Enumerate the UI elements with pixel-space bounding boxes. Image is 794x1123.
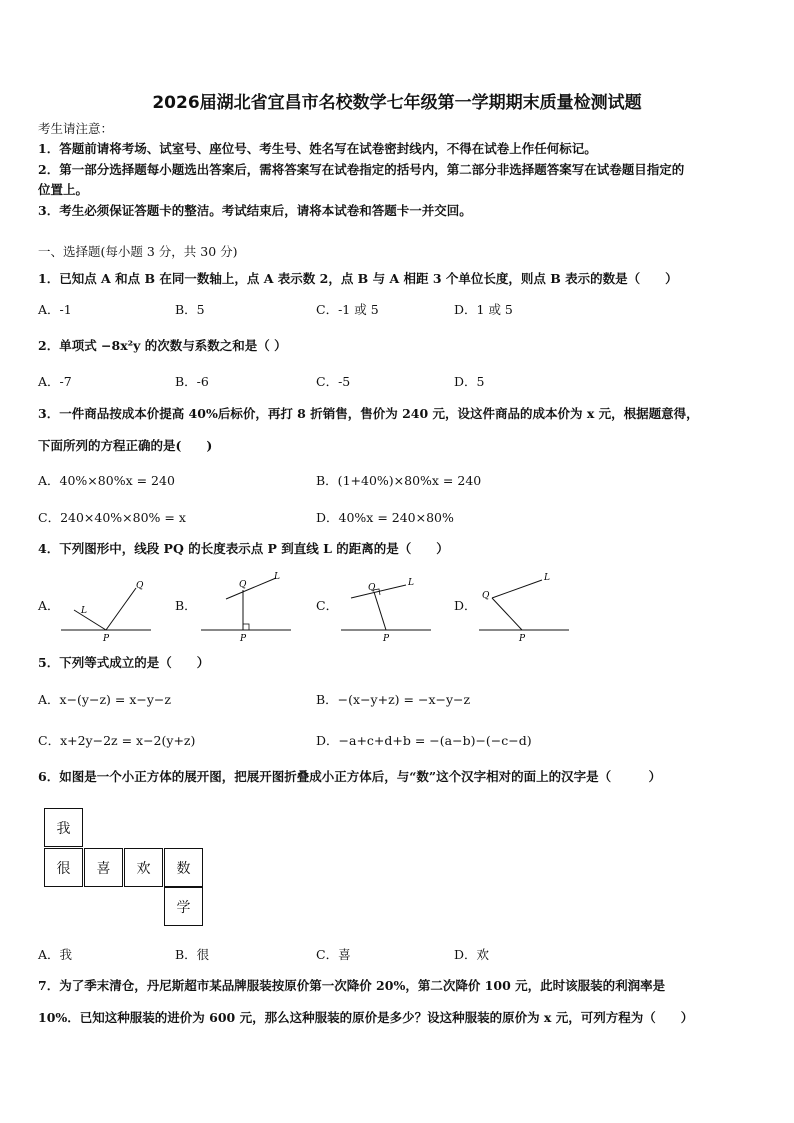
label-q: Q <box>136 581 144 591</box>
label-p: P <box>383 634 390 643</box>
q1-option-d[interactable]: D．1 或 5 <box>454 302 513 317</box>
q5-option-a[interactable]: A．x−(y−z) = x−y−z <box>38 692 171 707</box>
question-6-stem: 6．如图是一个小正方体的展开图，把展开图折叠成小正方体后，与“数”这个汉字相对的面上的汉字是（ ） <box>38 769 662 784</box>
q2-option-c[interactable]: C．-5 <box>316 374 351 389</box>
section-heading: 一、选择题(每小题 3 分，共 30 分) <box>38 244 238 259</box>
question-3-stem-cont: 下面所列的方程正确的是( ) <box>38 438 213 453</box>
question-5-stem: 5．下列等式成立的是（ ） <box>38 655 210 670</box>
q3-option-c[interactable]: C．240×40%×80% = x <box>38 510 186 525</box>
cube-face-1: 我 <box>44 808 83 847</box>
q4-option-b[interactable]: B． <box>175 598 197 613</box>
q1-option-c[interactable]: C．-1 或 5 <box>316 302 379 317</box>
notice-item-2: 2．第一部分选择题每小题选出答案后，需将答案写在试卷指定的括号内，第二部分非选择题答案写在试卷题目指定的 <box>38 162 685 177</box>
label-q: Q <box>239 580 247 590</box>
q4-figure-c <box>336 570 436 643</box>
q4-figure-b <box>196 570 296 643</box>
q3-option-b[interactable]: B．(1+40%)×80%x = 240 <box>316 473 482 488</box>
q5-option-d[interactable]: D．−a+c+d+b = −(a−b)−(−c−d) <box>316 733 532 748</box>
notice-header: 考生请注意： <box>38 121 114 136</box>
q4-option-d[interactable]: D． <box>454 598 477 613</box>
page-title: 2026届湖北省宜昌市名校数学七年级第一学期期末质量检测试题 <box>152 93 642 113</box>
label-q: Q <box>482 591 490 601</box>
q2-option-a[interactable]: A．-7 <box>38 374 72 389</box>
q5-option-b[interactable]: B．−(x−y+z) = −x−y−z <box>316 692 471 707</box>
cube-face-6: 学 <box>164 887 203 926</box>
notice-item-3: 3．考生必须保证答题卡的整洁。考试结束后，请将本试卷和答题卡一并交回。 <box>38 203 472 218</box>
q5-option-c[interactable]: C．x+2y−2z = x−2(y+z) <box>38 733 196 748</box>
question-7-stem-cont: 10%．已知这种服装的进价为 600 元，那么这种服装的原价是多少？设这种服装的原价为 x 元，可列方程为（ ） <box>38 1010 694 1025</box>
label-p: P <box>519 634 526 643</box>
label-l: L <box>544 573 550 583</box>
q1-option-b[interactable]: B．5 <box>175 302 205 317</box>
notice-item-1: 1．答题前请将考场、试室号、座位号、考生号、姓名写在试卷密封线内，不得在试卷上作任何标记。 <box>38 141 597 156</box>
q6-option-d[interactable]: D．欢 <box>454 947 490 962</box>
label-p: P <box>240 634 247 643</box>
q3-option-a[interactable]: A．40%×80%x = 240 <box>38 473 175 488</box>
notice-item-2-cont: 位置上。 <box>38 182 89 197</box>
question-1-stem: 1．已知点 A 和点 B 在同一数轴上，点 A 表示数 2，点 B 与 A 相距 3 个单位长度，则点 B 表示的数是（ ） <box>38 271 678 286</box>
q4-figure-d <box>474 570 574 643</box>
q2-option-d[interactable]: D．5 <box>454 374 485 389</box>
label-p: P <box>103 634 110 643</box>
q4-option-a[interactable]: A． <box>38 598 60 613</box>
q6-option-b[interactable]: B．很 <box>175 947 210 962</box>
q4-option-c[interactable]: C． <box>316 598 339 613</box>
cube-face-5: 数 <box>164 848 203 887</box>
question-4-stem: 4．下列图形中，线段 PQ 的长度表示点 P 到直线 L 的距离的是（ ） <box>38 541 449 556</box>
label-l: L <box>408 578 414 588</box>
q3-option-d[interactable]: D．40%x = 240×80% <box>316 510 454 525</box>
question-7-stem: 7．为了季末清仓，丹尼斯超市某品牌服装按原价第一次降价 20%，第二次降价 100 元，此时该服装的利润率是 <box>38 978 666 993</box>
cube-face-4: 欢 <box>124 848 163 887</box>
cube-face-2: 很 <box>44 848 83 887</box>
question-2-stem: 2．单项式 −8x²y 的次数与系数之和是（ ） <box>38 338 287 353</box>
q6-option-a[interactable]: A．我 <box>38 947 73 962</box>
label-l: L <box>81 606 87 616</box>
q2-option-b[interactable]: B．-6 <box>175 374 209 389</box>
question-3-stem: 3．一件商品按成本价提高 40%后标价，再打 8 折销售，售价为 240 元，设这件商品的成本价为 x 元，根据题意得， <box>38 406 699 421</box>
label-l: L <box>274 572 280 582</box>
q6-option-c[interactable]: C．喜 <box>316 947 351 962</box>
label-q: Q <box>368 583 376 593</box>
q4-figure-a <box>56 575 156 643</box>
cube-face-3: 喜 <box>84 848 123 887</box>
q1-option-a[interactable]: A．-1 <box>38 302 72 317</box>
